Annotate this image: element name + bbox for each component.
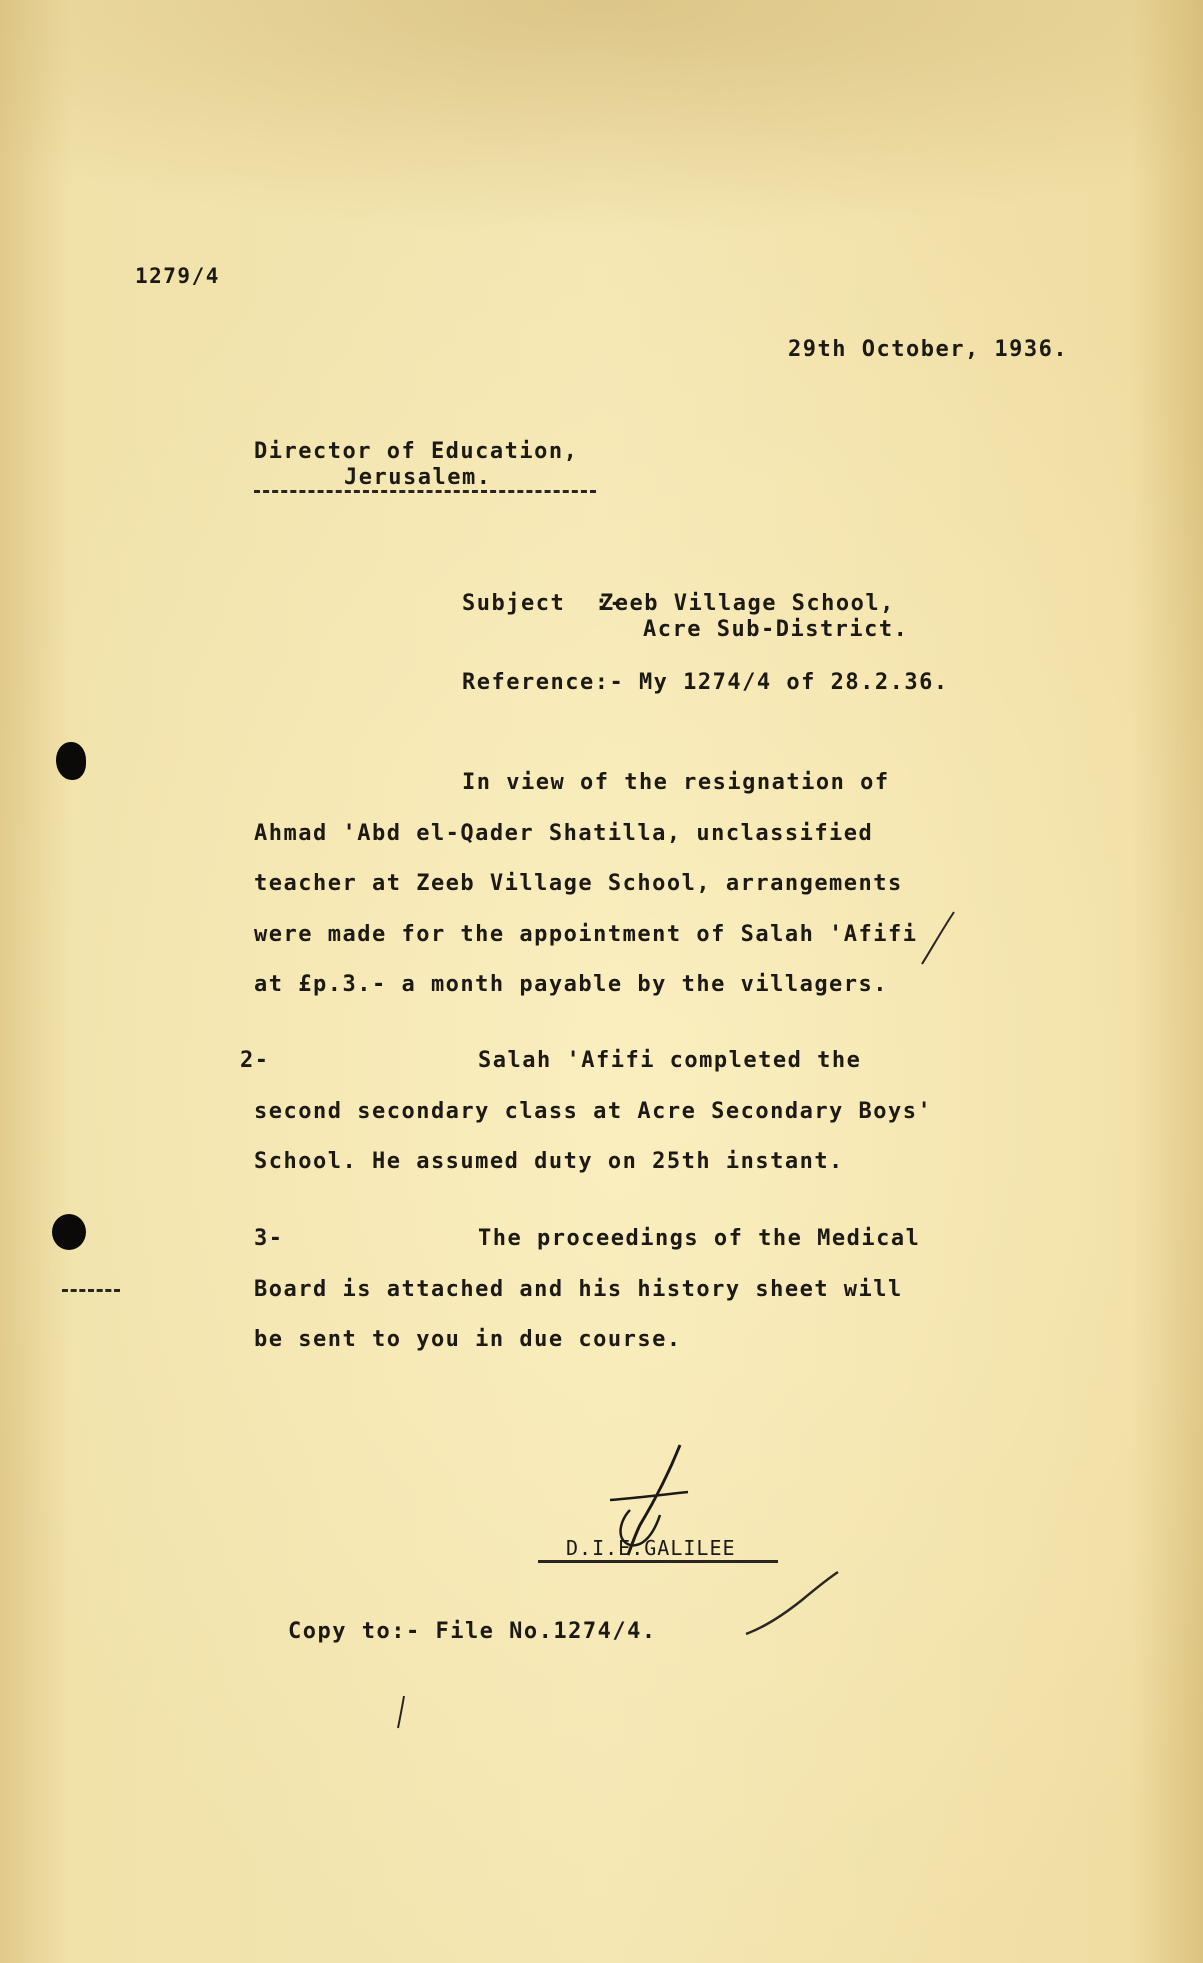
file-reference-number: 1279/4 [135, 264, 220, 288]
paragraph-1-line: at £p.3.- a month payable by the villagers. [254, 972, 889, 997]
paragraph-2-line: Salah 'Afifi completed the [478, 1048, 862, 1073]
paragraph-1-line: were made for the appointment of Salah 'Afifi [254, 922, 918, 947]
paragraph-3-line: Board is attached and his history sheet will [254, 1277, 903, 1302]
copy-to-line: Copy to:- File No.1274/4. [288, 1619, 657, 1644]
paragraph-1-line: teacher at Zeeb Village School, arrangements [254, 871, 903, 896]
paragraph-1-line: In view of the resignation of [462, 770, 890, 795]
letter-date: 29th October, 1936. [788, 337, 1069, 362]
signatory-name: D.I.E.GALILEE [566, 1536, 736, 1560]
pen-mark [392, 1692, 412, 1732]
check-mark [918, 908, 958, 968]
addressee-title: Director of Education, [254, 439, 579, 464]
reference-line: Reference:- My 1274/4 of 28.2.36. [462, 670, 949, 695]
paragraph-2-line: School. He assumed duty on 25th instant. [254, 1149, 844, 1174]
punch-hole [56, 742, 86, 780]
signature-underline [538, 1560, 778, 1563]
subject-label: Subject :- [462, 591, 625, 616]
paragraph-3-line: The proceedings of the Medical [478, 1226, 921, 1251]
paragraph-2-number: 2- [240, 1048, 270, 1073]
paragraph-1-line: Ahmad 'Abd el-Qader Shatilla, unclassified [254, 821, 874, 846]
subject-line: Zeeb Village School, [600, 591, 895, 616]
paragraph-3-number: 3- [254, 1226, 284, 1251]
addressee-city: Jerusalem. [344, 465, 492, 490]
margin-dash [62, 1289, 120, 1292]
paragraph-2-line: second secondary class at Acre Secondary Boys' [254, 1099, 933, 1124]
check-mark [742, 1568, 842, 1638]
addressee-underline [254, 490, 596, 493]
subject-line: Acre Sub-District. [643, 617, 909, 642]
paragraph-3-line: be sent to you in due course. [254, 1327, 682, 1352]
punch-hole [52, 1214, 86, 1250]
